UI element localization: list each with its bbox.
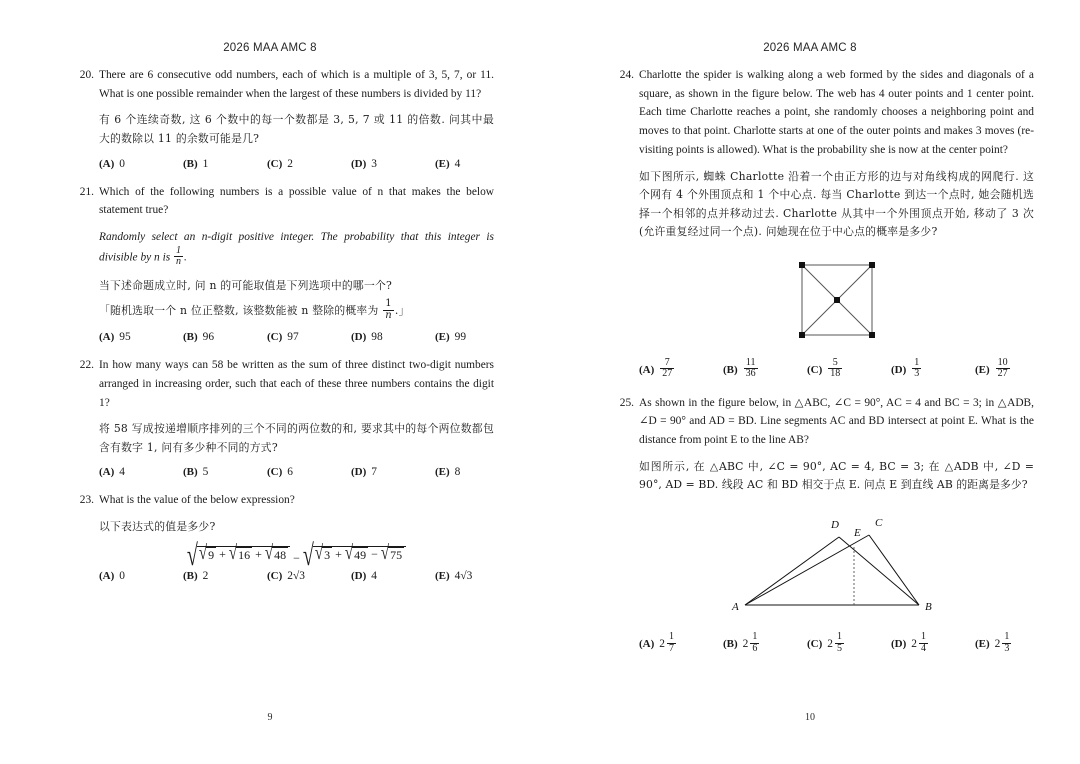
- problem-21-english: Which of the following numbers is a possible value of n that makes the below statement true?: [99, 185, 494, 217]
- choice-c[interactable]: [807, 356, 891, 381]
- choice-d[interactable]: [351, 158, 435, 170]
- fraction-numerator: 5: [832, 356, 838, 368]
- page-header-right: 2026 MAA AMC 8: [763, 42, 857, 54]
- choice-c-value: 97: [287, 331, 299, 344]
- choice-b[interactable]: [183, 331, 267, 343]
- choice-d[interactable]: [891, 633, 975, 655]
- page-number-right: 10: [805, 712, 815, 723]
- choice-d-value: 98: [371, 331, 383, 344]
- choice-c-value: [827, 633, 845, 655]
- choice-b-label: (B): [723, 638, 738, 650]
- fraction-denominator: 18: [830, 368, 841, 380]
- choice-b-label: (B): [183, 569, 198, 582]
- radical-sign-icon: √: [344, 542, 354, 565]
- square-with-diagonals-figure: [789, 252, 885, 348]
- sqrt-3: [314, 542, 332, 565]
- choice-d-value: 3: [371, 157, 377, 170]
- choice-c-label: (C): [267, 466, 283, 479]
- segment-CB: [869, 535, 919, 605]
- segment-AC: [745, 535, 869, 605]
- choice-b-label: (B): [183, 331, 198, 344]
- value-16: 16: [238, 547, 251, 562]
- choice-c-label: (C): [267, 157, 283, 170]
- radical-sign-icon: √: [198, 542, 208, 565]
- label-E: E: [853, 527, 861, 539]
- fraction-denominator: 5: [836, 642, 842, 654]
- sqrt-outer-1: [186, 539, 290, 573]
- fraction-numerator: 1: [752, 631, 758, 642]
- problem-24: [614, 66, 1034, 381]
- choice-e[interactable]: [975, 356, 1059, 381]
- center-point: [834, 297, 840, 303]
- fraction-numerator: 1: [1004, 631, 1010, 642]
- fraction-numerator: 1: [668, 631, 674, 642]
- problem-24-figure: [639, 252, 1034, 348]
- choice-c[interactable]: [267, 466, 351, 478]
- choice-d-label: (D): [891, 638, 907, 650]
- choice-a[interactable]: [99, 331, 183, 343]
- choice-d-value: 4: [371, 569, 377, 582]
- sqrt-48: [264, 542, 288, 565]
- problem-21-statement-prefix: Randomly select an n-digit positive integer. The probability that this integer is divisible by n is: [99, 230, 494, 264]
- choice-e-label: (E): [975, 638, 990, 650]
- value-48: 48: [274, 547, 287, 562]
- choice-c-value: 2√3: [287, 569, 305, 582]
- fraction-denominator: 4: [920, 642, 926, 654]
- radical-sign-icon: √: [380, 542, 390, 565]
- fraction-numerator: 1: [385, 298, 392, 310]
- problem-22: [74, 356, 494, 478]
- fraction-denominator: 3: [1004, 642, 1010, 654]
- problem-column-left: [74, 66, 494, 595]
- fraction-denominator: n: [176, 256, 182, 268]
- problem-24-number: 24.: [619, 69, 634, 81]
- choice-e-value: 99: [454, 331, 467, 344]
- problem-22-chinese: 将 58 写成按递增顺序排列的三个不同的两位数的和, 要求其中的每个两位数都包含有数字 1, 问有多少种不同的方式?: [99, 422, 494, 454]
- problem-25-choices: [639, 633, 1034, 655]
- choice-c[interactable]: [267, 158, 351, 170]
- choice-e[interactable]: [435, 331, 519, 343]
- choice-b-label: (B): [723, 363, 738, 376]
- choice-b[interactable]: [183, 158, 267, 170]
- choice-e[interactable]: [435, 466, 519, 478]
- choice-d-label: (D): [351, 331, 367, 344]
- choice-a-label: (A): [99, 157, 115, 170]
- choice-b[interactable]: [723, 356, 807, 381]
- choice-b[interactable]: [723, 633, 807, 655]
- choice-a-label: (A): [99, 331, 115, 344]
- choice-b-label: (B): [183, 466, 198, 479]
- problem-23-chinese: 以下表达式的值是多少?: [99, 520, 216, 534]
- radical-sign-icon: √: [314, 542, 324, 565]
- problem-24-chinese: 如下图所示, 蜘蛛 Charlotte 沿着一个由正方形的边与对角线构成的网爬行. 这个网有 4 个外围顶点和 1 个中心点. 每当 Charlotte 到达一个点时, 她会随机选择一个相邻的点并移动过去. Charlotte 从其中一个外围顶点开始, 移动了 3 次 (允许重复经过同一个点). 问她现在位于中心点的概率是多少?: [639, 169, 1034, 239]
- figure-labels: [731, 517, 932, 613]
- problem-23-english: What is the value of the below expression?: [99, 494, 295, 507]
- choice-e-value: 8: [454, 466, 461, 479]
- page-number-left: 9: [267, 712, 273, 723]
- sqrt-49: [344, 542, 368, 565]
- choice-c[interactable]: [267, 331, 351, 343]
- choice-a-value: 0: [119, 569, 125, 582]
- problem-23-number: 23.: [79, 494, 94, 507]
- choice-d-label: (D): [351, 157, 367, 170]
- choice-e-label: (E): [435, 331, 450, 344]
- problem-23: [74, 491, 494, 581]
- choice-c-fraction: [835, 632, 844, 654]
- problem-25: [614, 394, 1034, 655]
- choice-e-value: 4: [454, 157, 461, 170]
- problem-column-right: [614, 66, 1034, 668]
- radical-sign-icon: √: [264, 542, 274, 565]
- fraction-denominator: 6: [752, 642, 758, 654]
- value-9: 9: [208, 547, 215, 562]
- choice-c-label: (C): [267, 569, 283, 582]
- mixed-whole: 2: [742, 638, 749, 650]
- choice-a-label: (A): [639, 363, 655, 376]
- choice-e-label: (E): [435, 157, 450, 170]
- choice-e-value: 4√3: [454, 569, 473, 582]
- problem-25-figure: [639, 509, 1034, 619]
- fraction-numerator: 1: [836, 631, 842, 642]
- minus-operator: −: [293, 550, 300, 565]
- label-B: B: [924, 601, 932, 613]
- problem-20-choices: [99, 158, 494, 170]
- choice-c-value: 2: [287, 157, 293, 170]
- radicand-1: √ 9 + √ 16 + √ 48: [197, 546, 290, 566]
- page-right: [540, 0, 1080, 764]
- choice-d-value: 7: [371, 466, 377, 479]
- choice-a-label: (A): [99, 569, 115, 582]
- choice-b-value: 1: [202, 157, 209, 170]
- choice-a-fraction: [667, 632, 676, 654]
- radical-sign-icon: √: [302, 539, 314, 573]
- problem-21-chinese: 当下述命题成立时, 问 n 的可能取值是下列选项中的哪一个?: [99, 278, 393, 292]
- problem-20-chinese: 有 6 个连续奇数, 这 6 个数中的每一个数都是 3, 5, 7 或 11 的倍数. 问其中最大的数除以 11 的余数可能是几?: [99, 113, 494, 145]
- radical-sign-icon: √: [186, 539, 198, 573]
- radical-sign-icon: √: [228, 542, 238, 565]
- choice-c-label: (C): [807, 363, 823, 376]
- choice-c-fraction: [828, 358, 842, 380]
- choice-d[interactable]: [351, 466, 435, 478]
- fraction-denominator: 27: [997, 368, 1008, 380]
- problem-22-number: 22.: [79, 359, 94, 372]
- choice-a-label: (A): [639, 638, 655, 650]
- sqrt-outer-2: [302, 539, 406, 573]
- segment-AD: [745, 537, 839, 605]
- two-triangles-figure: [727, 509, 947, 619]
- problem-25-number: 25.: [619, 396, 634, 409]
- choice-d-label: (D): [351, 569, 367, 582]
- choice-a[interactable]: [99, 570, 183, 582]
- choice-b-value: 5: [202, 466, 209, 479]
- choice-b-fraction: [750, 632, 759, 654]
- outer-point-top-left: [799, 262, 805, 268]
- choice-a-value: [659, 633, 677, 655]
- choice-b-value: 96: [202, 331, 215, 344]
- choice-d[interactable]: [351, 570, 435, 582]
- problem-20-number: 20.: [79, 69, 94, 81]
- fraction-denominator: n: [385, 309, 392, 321]
- mixed-whole: 2: [659, 638, 665, 650]
- choice-e-label: (E): [975, 363, 990, 376]
- problem-24-choices: [639, 356, 1034, 381]
- segment-DB: [839, 537, 919, 605]
- choice-a-label: (A): [99, 466, 115, 479]
- choice-d[interactable]: [351, 331, 435, 343]
- choice-d-label: (D): [351, 466, 367, 479]
- choice-b-label: (B): [183, 157, 198, 170]
- outer-point-bottom-left: [799, 332, 805, 338]
- choice-d-fraction: [919, 632, 928, 654]
- problem-20: [74, 66, 494, 170]
- choice-c[interactable]: [807, 633, 891, 655]
- value-3: 3: [324, 547, 331, 562]
- choice-a-value: 95: [119, 331, 131, 344]
- fraction-denominator: 27: [662, 368, 673, 380]
- value-75: 75: [390, 547, 403, 562]
- problem-21-choices: [99, 331, 494, 343]
- problem-23-choices: [99, 570, 494, 582]
- fraction-numerator: 10: [997, 356, 1008, 368]
- sqrt-16: [228, 542, 252, 565]
- choice-a-value: 0: [119, 157, 125, 170]
- mixed-whole: 2: [994, 638, 1001, 650]
- choice-d-value: [911, 633, 929, 655]
- fraction-numerator: 7: [664, 356, 670, 368]
- problem-21-statement: [99, 228, 494, 269]
- choice-e-label: (E): [435, 569, 450, 582]
- fraction-numerator: 1: [176, 244, 182, 256]
- problem-25-english: As shown in the figure below, in △ABC, ∠C = 90°, AC = 4 and BC = 3; in △ADB, ∠D = 90° and AD = BD. Line segments AC and BD intersect at point E. What is the distance from point E to the line AB?: [639, 396, 1034, 447]
- problem-22-english: In how many ways can 58 be written as the sum of three distinct two-digit numbers arranged in increasing order, such that each of these three numbers contains the digit 1?: [99, 359, 494, 409]
- choice-b-fraction: [744, 358, 758, 380]
- fraction-numerator: 11: [745, 356, 756, 368]
- problem-24-english: Charlotte the spider is walking along a web formed by the sides and diagonals of a square, as shown in the figure below. The web has 4 outer points and 1 center point. Each time Charlotte reaches a point, she randomly chooses a neighboring point and moves to that point. Charlotte starts at one of the outer points and makes 3 moves (re-visiting points is allowed). What is the probability she is now at the center point?: [639, 69, 1034, 156]
- choice-a-fraction: [660, 358, 674, 380]
- outer-point-bottom-right: [869, 332, 875, 338]
- choice-e-fraction: [1002, 632, 1011, 654]
- mixed-whole: 2: [911, 638, 917, 650]
- choice-d[interactable]: [891, 356, 975, 381]
- choice-e[interactable]: [975, 633, 1059, 655]
- problem-23-expression: [99, 539, 494, 573]
- choice-b[interactable]: [183, 466, 267, 478]
- mixed-whole: 2: [827, 638, 833, 650]
- fraction-numerator: 1: [920, 631, 926, 642]
- fraction-numerator: 1: [914, 356, 920, 368]
- problem-25-chinese: 如图所示, 在 △ABC 中, ∠C = 90°, AC = 4, BC = 3; 在 △ADB 中, ∠D = 90°, AD = BD. 线段 AC 和 BD 相交于点 E. 问点 E 到直线 AB 的距离是多少?: [639, 459, 1034, 492]
- problem-21-statement-fraction: [174, 246, 183, 268]
- problem-22-choices: [99, 466, 494, 478]
- choice-d-label: (D): [891, 363, 907, 376]
- choice-e-value: [995, 633, 1013, 655]
- label-C: C: [874, 517, 882, 529]
- sqrt-9: [198, 542, 216, 565]
- radicand-2: √ 3 + √ 49 − √ 75: [313, 546, 406, 566]
- fraction-denominator: 36: [745, 368, 756, 380]
- problem-21-chinese-fraction: [383, 299, 394, 321]
- label-D: D: [830, 519, 839, 531]
- choice-e-fraction: [996, 358, 1010, 380]
- choice-e[interactable]: [435, 570, 519, 582]
- problem-21-chinese-prefix: 「随机选取一个 n 位正整数, 该整数能被 n 整除的概率为: [99, 304, 383, 318]
- choice-d-fraction: [912, 358, 921, 380]
- choice-c-label: (C): [807, 638, 823, 650]
- outer-point-top-right: [869, 262, 875, 268]
- problem-21-number: 21.: [79, 185, 94, 198]
- problem-21-chinese-statement: [99, 300, 494, 322]
- problem-20-english: There are 6 consecutive odd numbers, each of which is a multiple of 3, 5, 7, or 11. What is one possible remainder when the largest of these numbers is divided by 11?: [99, 69, 494, 100]
- choice-c-label: (C): [267, 331, 283, 344]
- choice-a[interactable]: [99, 466, 183, 478]
- choice-a[interactable]: [639, 356, 723, 381]
- problem-21-chinese-suffix: .」: [394, 304, 410, 318]
- page-header-left: 2026 MAA AMC 8: [223, 42, 317, 54]
- problem-21: [74, 183, 494, 344]
- choice-e[interactable]: [435, 158, 519, 170]
- choice-b-value: [743, 633, 761, 655]
- problem-21-statement-suffix: .: [184, 251, 187, 264]
- choice-a[interactable]: [639, 633, 723, 655]
- value-49: 49: [354, 547, 367, 562]
- choice-a[interactable]: [99, 158, 183, 170]
- choice-e-label: (E): [435, 466, 450, 479]
- fraction-denominator: 7: [668, 642, 674, 654]
- fraction-denominator: 3: [914, 368, 920, 380]
- choice-b-value: 2: [202, 569, 209, 582]
- choice-c-value: 6: [287, 466, 293, 479]
- label-A: A: [731, 601, 739, 613]
- sqrt-75: [380, 542, 404, 565]
- choice-a-value: 4: [119, 466, 125, 479]
